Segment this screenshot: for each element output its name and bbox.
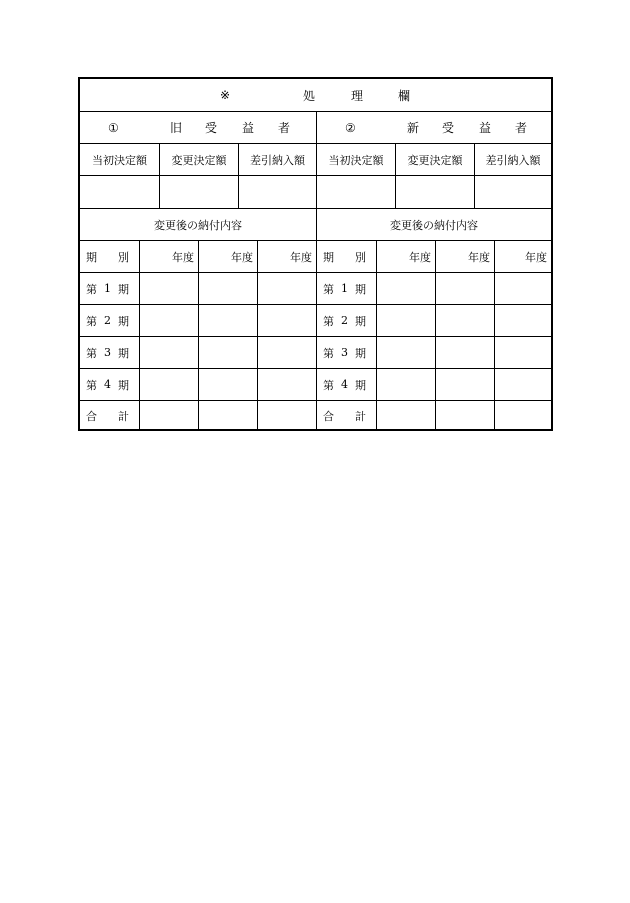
period-char: 期 <box>355 346 366 360</box>
new-payment-title: 変更後の納付内容 <box>316 209 551 240</box>
old-total-field[interactable] <box>139 401 198 431</box>
period-char: 2 <box>104 314 111 327</box>
old-year-header-3: 年度 <box>257 241 316 272</box>
period-char: 期 <box>118 314 129 328</box>
new-beneficiary-char: 益 <box>479 121 492 135</box>
title-char-1: 処 <box>303 88 316 103</box>
new-year-field[interactable] <box>494 305 551 336</box>
old-year-header-1: 年度 <box>139 241 198 272</box>
old-period-label <box>80 273 139 304</box>
period-header-char: 期 <box>86 250 97 264</box>
amount-value-row <box>80 176 551 209</box>
period-char: 第 <box>86 314 97 328</box>
period-row-2 <box>80 305 551 337</box>
beneficiary-row <box>80 112 551 144</box>
old-period-label <box>80 369 139 400</box>
period-char: 4 <box>104 378 111 391</box>
new-year-field[interactable] <box>494 337 551 368</box>
new-total-field[interactable] <box>494 401 551 431</box>
new-beneficiary-char: 新 <box>407 121 420 135</box>
old-year-field[interactable] <box>257 305 316 336</box>
period-char: 第 <box>323 282 334 296</box>
period-char: 第 <box>323 378 334 392</box>
new-year-field[interactable] <box>494 273 551 304</box>
new-total-label <box>316 401 376 431</box>
new-year-field[interactable] <box>494 369 551 400</box>
period-char: 期 <box>118 282 129 296</box>
period-char: 4 <box>341 378 348 391</box>
old-year-field[interactable] <box>257 273 316 304</box>
new-beneficiary-char: 受 <box>442 121 455 135</box>
new-year-field[interactable] <box>376 369 435 400</box>
old-initial-amount-field[interactable] <box>80 176 159 208</box>
new-total-field[interactable] <box>376 401 435 431</box>
old-beneficiary-num: ① <box>108 120 119 135</box>
title-char-2: 理 <box>351 88 364 103</box>
new-year-field[interactable] <box>435 273 494 304</box>
old-payment-title: 変更後の納付内容 <box>154 218 242 232</box>
new-period-label <box>316 305 376 336</box>
amount-header-row <box>80 144 551 176</box>
new-changed-amount-field[interactable] <box>395 176 474 208</box>
old-year-field[interactable] <box>257 369 316 400</box>
old-beneficiary-char: 者 <box>278 121 291 135</box>
new-year-header-2: 年度 <box>435 241 494 272</box>
new-year-field[interactable] <box>376 305 435 336</box>
old-year-field[interactable] <box>257 337 316 368</box>
old-year-header-2: 年度 <box>198 241 257 272</box>
new-year-field[interactable] <box>435 305 494 336</box>
new-beneficiary-num: ② <box>345 120 356 135</box>
period-header-char: 期 <box>323 250 334 264</box>
new-year-field[interactable] <box>376 273 435 304</box>
new-year-field[interactable] <box>376 337 435 368</box>
new-total-field[interactable] <box>435 401 494 431</box>
period-char: 期 <box>355 282 366 296</box>
old-year-field[interactable] <box>198 337 257 368</box>
old-beneficiary-char: 受 <box>205 121 218 135</box>
new-year-field[interactable] <box>435 369 494 400</box>
period-char: 第 <box>86 346 97 360</box>
period-row-3 <box>80 337 551 369</box>
old-beneficiary-header <box>80 112 316 143</box>
old-year-field[interactable] <box>198 305 257 336</box>
new-year-header-3: 年度 <box>494 241 551 272</box>
new-changed-amount-header: 変更決定額 <box>395 144 474 175</box>
period-char: 期 <box>118 378 129 392</box>
title-char-3: 欄 <box>398 88 411 103</box>
period-header-char: 別 <box>355 250 366 264</box>
old-beneficiary-char: 益 <box>242 121 255 135</box>
period-char: 期 <box>355 314 366 328</box>
old-year-field[interactable] <box>198 369 257 400</box>
new-difference-amount-header: 差引納入額 <box>474 144 551 175</box>
new-year-field[interactable] <box>435 337 494 368</box>
old-changed-amount-header: 変更決定額 <box>159 144 238 175</box>
old-total-label <box>80 401 139 431</box>
old-year-field[interactable] <box>139 273 198 304</box>
period-char: 2 <box>341 314 348 327</box>
period-char: 1 <box>341 282 348 295</box>
total-row <box>80 401 551 431</box>
total-char: 計 <box>118 410 129 423</box>
period-char: 期 <box>118 346 129 360</box>
period-char: 第 <box>86 282 97 296</box>
period-char: 期 <box>355 378 366 392</box>
old-total-field[interactable] <box>198 401 257 431</box>
old-period-header <box>80 241 139 272</box>
total-char: 計 <box>355 410 366 423</box>
payment-title-row <box>80 209 551 241</box>
old-year-field[interactable] <box>139 369 198 400</box>
old-period-label <box>80 337 139 368</box>
new-beneficiary-header <box>316 112 551 143</box>
new-initial-amount-field[interactable] <box>316 176 395 208</box>
period-char: 1 <box>104 282 111 295</box>
old-initial-amount-header: 当初決定額 <box>92 153 147 167</box>
old-year-field[interactable] <box>139 337 198 368</box>
period-header-row <box>80 241 551 273</box>
old-period-label <box>80 305 139 336</box>
total-char: 合 <box>86 410 97 423</box>
new-beneficiary-char: 者 <box>515 121 528 135</box>
title-row <box>80 79 551 112</box>
new-difference-amount-field[interactable] <box>474 176 551 208</box>
new-period-label <box>316 273 376 304</box>
processing-form <box>78 77 553 431</box>
period-char: 第 <box>86 378 97 392</box>
old-year-field[interactable] <box>139 305 198 336</box>
old-changed-amount-field[interactable] <box>159 176 238 208</box>
old-difference-amount-field[interactable] <box>238 176 316 208</box>
period-char: 3 <box>341 346 348 359</box>
old-beneficiary-char: 旧 <box>170 121 183 135</box>
period-row-1 <box>80 273 551 305</box>
new-period-label <box>316 337 376 368</box>
old-year-field[interactable] <box>198 273 257 304</box>
title-mark: ※ <box>220 88 231 102</box>
new-year-header-1: 年度 <box>376 241 435 272</box>
period-header-char: 別 <box>118 250 129 264</box>
new-initial-amount-header: 当初決定額 <box>316 144 395 175</box>
period-char: 3 <box>104 346 111 359</box>
new-period-label <box>316 369 376 400</box>
old-total-field[interactable] <box>257 401 316 431</box>
period-char: 第 <box>323 314 334 328</box>
period-row-4 <box>80 369 551 401</box>
old-difference-amount-header: 差引納入額 <box>238 144 316 175</box>
total-char: 合 <box>323 410 334 423</box>
new-period-header <box>316 241 376 272</box>
period-char: 第 <box>323 346 334 360</box>
